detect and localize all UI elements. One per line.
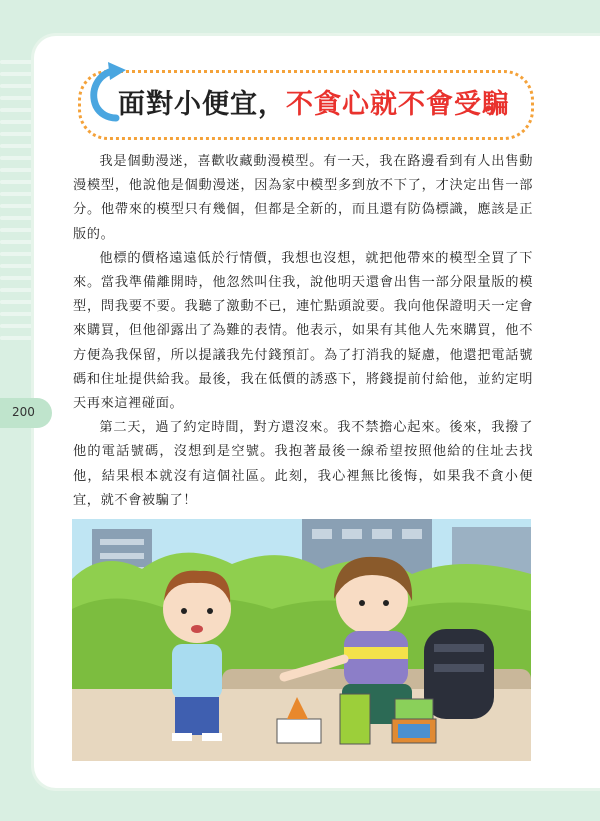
paragraph: 他標的價格遠遠低於行情價，我想也沒想，就把他帶來的模型全買了下來。當我準備離開時，他忽然叫住我，說他明天還會出售一部分限量版的模型，問我要不要。我聽了激動不已，連忙點頭說要。我向他保證明天一定會來購買，但他卻露出了為難的表情。他表示，如果有其他人先來購買，他不方便為我保留，所以提議我先付錢預訂。為了打消我的疑慮，他還把電話號碼和住址提供給我。最後，我在低價的誘惑下，將錢提前付給他，並約定明天再來這裡碰面。 <box>73 250 533 412</box>
story-illustration <box>72 519 531 761</box>
paragraph: 第二天，過了約定時間，對方還沒來。我不禁擔心起來。後來，我撥了他的電話號碼，沒想到是空號。我抱著最後一線希望按照他給的住址去找他，結果根本就沒有這個社區。此刻，我心裡無比後悔，如果我不貪小便宜，就不會被騙了！ <box>73 420 533 508</box>
page-title <box>118 82 510 121</box>
title-part-2: 不貪心就不會受騙 <box>286 89 510 120</box>
paragraph: 我是個動漫迷，喜歡收藏動漫模型。有一天，我在路邊看到有人出售動漫模型，他說他是個動漫迷，因為家中模型多到放不下了，才決定出售一部分。他帶來的模型只有幾個，但都是全新的，而且還有防偽標識，應該是正版的。 <box>73 154 533 242</box>
page-number: 200 <box>12 405 35 419</box>
story-text <box>73 150 533 513</box>
title-part-1: 面對小便宜， <box>118 89 286 120</box>
